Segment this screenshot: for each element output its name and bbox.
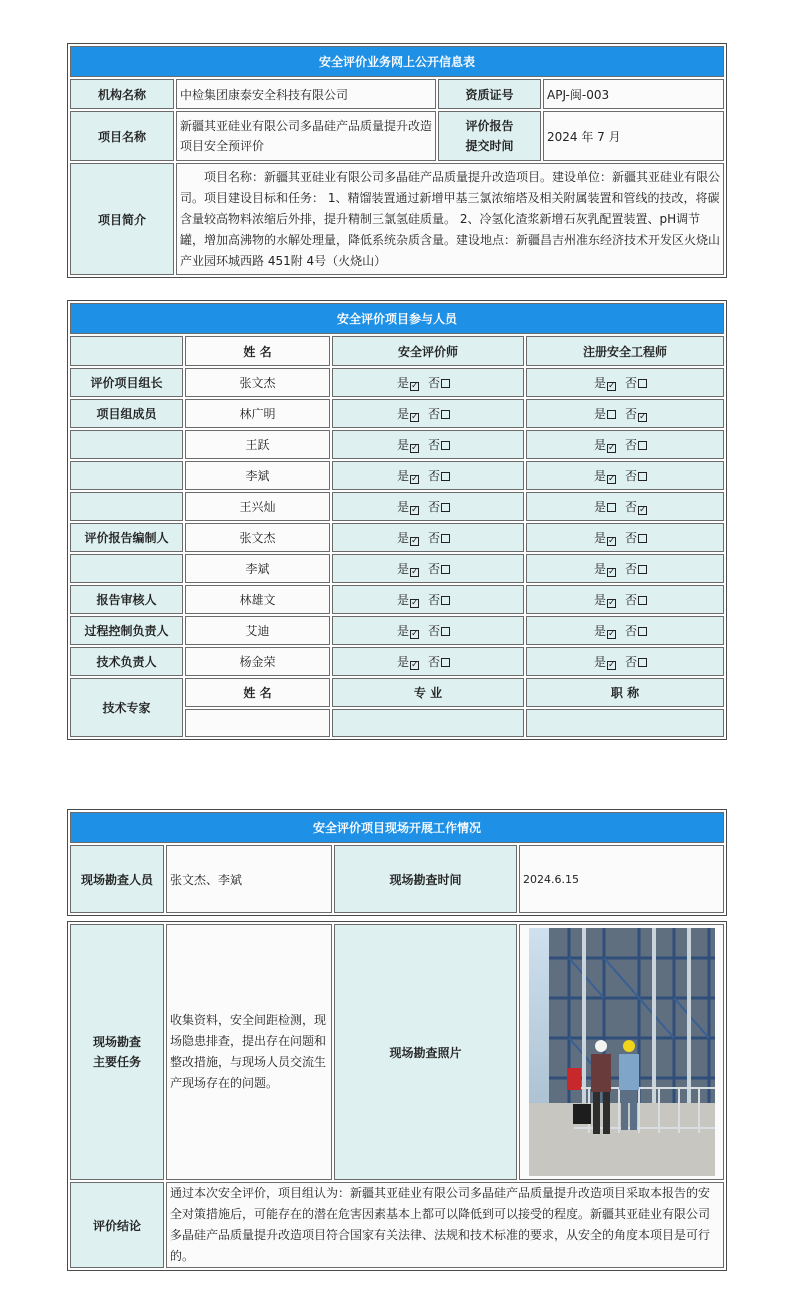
checked-box-icon: ✓ (411, 474, 419, 484)
report-date-label-line1: 评价报告 (465, 119, 514, 133)
checked-box-icon: ✓ (608, 660, 616, 670)
checked-box-icon: ✓ (608, 629, 616, 639)
unchecked-box-icon (441, 503, 450, 512)
staff-header-row (70, 336, 724, 366)
check-label-no: 否 (625, 438, 638, 452)
org-value: 中检集团康泰安全科技有限公司 (176, 79, 436, 109)
check-label-no: 否 (625, 407, 638, 421)
checked-box-icon: ✓ (608, 598, 616, 608)
report-date-value: 2024 年 7 月 (543, 111, 724, 161)
conclusion-value: 通过本次安全评价，项目组认为：新疆其亚硅业有限公司多晶硅产品质量提升改造项目采取本报告的安全对策措施后，可能存在的潜在危害因素基本上都可以降低到可以接受的程度。新疆其亚硅业有限公司多晶硅产品质量提升改造项目符合国家有关法律、法规和技术标准的要求，从安全的角度本项目是可行的。 (166, 1182, 724, 1268)
checked-box-icon: ✓ (411, 505, 419, 515)
check-label-yes: 是 (593, 438, 606, 452)
staff-name: 艾迪 (185, 616, 330, 645)
unchecked-box-icon (441, 441, 450, 450)
staff-table (67, 300, 727, 740)
staff-evaluator-check (332, 430, 524, 459)
staff-row (70, 492, 724, 521)
survey-people-value: 张文杰、李斌 (166, 845, 332, 913)
photo-label: 现场勘查照片 (334, 924, 517, 1180)
staff-row (70, 399, 724, 428)
check-label-no: 否 (428, 655, 441, 669)
site-photo (529, 928, 715, 1176)
staff-evaluator-check (332, 461, 524, 490)
expert-header-major: 专 业 (332, 678, 524, 707)
staff-name: 李斌 (185, 461, 330, 490)
unchecked-box-icon (441, 596, 450, 605)
unchecked-box-icon (607, 503, 616, 512)
site-detail-table (67, 921, 727, 1271)
checked-box-icon: ✓ (608, 443, 616, 453)
check-label-yes: 是 (593, 593, 606, 607)
unchecked-box-icon (638, 565, 647, 574)
check-label-no: 否 (428, 469, 441, 483)
staff-header-evaluator: 安全评价师 (332, 336, 524, 366)
site-table-title: 安全评价项目现场开展工作情况 (70, 812, 724, 843)
photo-cell (519, 924, 724, 1180)
staff-engineer-check (526, 616, 724, 645)
unchecked-box-icon (638, 658, 647, 667)
staff-evaluator-check (332, 616, 524, 645)
check-label-yes: 是 (396, 438, 409, 452)
staff-role (70, 554, 183, 583)
survey-time-value: 2024.6.15 (519, 845, 724, 913)
unchecked-box-icon (638, 534, 647, 543)
staff-row (70, 523, 724, 552)
unchecked-box-icon (638, 379, 647, 388)
staff-engineer-check (526, 554, 724, 583)
check-label-yes: 是 (396, 500, 409, 514)
check-label-yes: 是 (593, 376, 606, 390)
staff-evaluator-check (332, 585, 524, 614)
survey-people-label: 现场勘查人员 (70, 845, 164, 913)
check-label-no: 否 (625, 376, 638, 390)
check-label-yes: 是 (593, 407, 606, 421)
report-date-label-line2: 提交时间 (465, 139, 514, 153)
check-label-yes: 是 (396, 407, 409, 421)
staff-role: 技术负责人 (70, 647, 183, 676)
expert-major-cell (332, 709, 524, 737)
staff-evaluator-check (332, 399, 524, 428)
intro-value: 项目名称：新疆其亚硅业有限公司多晶硅产品质量提升改造项目。建设单位：新疆其亚硅业有限公司。项目建设目标和任务： 1、精馏装置通过新增甲基三氯浓缩塔及相关附属装置和管线的技改，将碳含量较高物料浓缩后外排，提升精制三氯氢硅质量。 2、冷氢化渣浆新增石灰乳配置装置、pH调节罐，增加高沸物的水解处理量，降低系统杂质含量。建设地点：新疆昌吉州准东经济技术开发区火烧山产业园环城西路 451附 4号（火烧山） (176, 163, 724, 275)
staff-row (70, 647, 724, 676)
checked-box-icon: ✓ (411, 536, 419, 546)
check-label-no: 否 (625, 593, 638, 607)
staff-evaluator-check (332, 647, 524, 676)
staff-row (70, 554, 724, 583)
check-label-yes: 是 (593, 500, 606, 514)
staff-row (70, 461, 724, 490)
check-label-no: 否 (625, 500, 638, 514)
conclusion-label: 评价结论 (70, 1182, 164, 1268)
staff-engineer-check (526, 523, 724, 552)
staff-name: 林广明 (185, 399, 330, 428)
staff-name: 张文杰 (185, 523, 330, 552)
staff-role (70, 461, 183, 490)
cert-value: APJ-闽-003 (543, 79, 724, 109)
report-date-label (438, 111, 541, 161)
check-label-yes: 是 (396, 469, 409, 483)
check-label-yes: 是 (593, 655, 606, 669)
check-label-yes: 是 (396, 593, 409, 607)
intro-label: 项目简介 (70, 163, 174, 275)
check-label-no: 否 (625, 562, 638, 576)
check-label-no: 否 (428, 593, 441, 607)
staff-engineer-check (526, 647, 724, 676)
check-label-yes: 是 (593, 469, 606, 483)
expert-label: 技术专家 (70, 678, 183, 737)
staff-engineer-check (526, 399, 724, 428)
expert-header-title: 职 称 (526, 678, 724, 707)
staff-evaluator-check (332, 492, 524, 521)
check-label-yes: 是 (593, 562, 606, 576)
check-label-yes: 是 (396, 562, 409, 576)
check-label-yes: 是 (396, 655, 409, 669)
unchecked-box-icon (638, 596, 647, 605)
check-label-no: 否 (625, 469, 638, 483)
check-label-yes: 是 (396, 624, 409, 638)
info-table-title: 安全评价业务网上公开信息表 (70, 46, 724, 77)
checked-box-icon: ✓ (608, 567, 616, 577)
check-label-yes: 是 (396, 376, 409, 390)
staff-header-role (70, 336, 183, 366)
staff-role (70, 430, 183, 459)
check-label-no: 否 (428, 531, 441, 545)
expert-name-cell (185, 709, 330, 737)
unchecked-box-icon (441, 627, 450, 636)
checked-box-icon: ✓ (411, 381, 419, 391)
check-label-no: 否 (428, 376, 441, 390)
checked-box-icon: ✓ (639, 412, 647, 422)
staff-engineer-check (526, 585, 724, 614)
unchecked-box-icon (441, 410, 450, 419)
check-label-no: 否 (625, 531, 638, 545)
check-label-no: 否 (428, 624, 441, 638)
check-label-no: 否 (428, 562, 441, 576)
staff-role: 过程控制负责人 (70, 616, 183, 645)
unchecked-box-icon (441, 565, 450, 574)
unchecked-box-icon (638, 441, 647, 450)
checked-box-icon: ✓ (639, 505, 647, 515)
cert-label: 资质证号 (438, 79, 541, 109)
staff-row (70, 585, 724, 614)
staff-header-engineer: 注册安全工程师 (526, 336, 724, 366)
unchecked-box-icon (441, 534, 450, 543)
staff-rows (70, 368, 724, 676)
staff-evaluator-check (332, 368, 524, 397)
tasks-label-line1: 现场勘查 (92, 1035, 141, 1049)
staff-role: 报告审核人 (70, 585, 183, 614)
staff-row (70, 430, 724, 459)
org-label: 机构名称 (70, 79, 174, 109)
check-label-no: 否 (625, 655, 638, 669)
staff-row (70, 616, 724, 645)
staff-name: 李斌 (185, 554, 330, 583)
checked-box-icon: ✓ (411, 443, 419, 453)
checked-box-icon: ✓ (608, 381, 616, 391)
staff-name: 张文杰 (185, 368, 330, 397)
checked-box-icon: ✓ (411, 598, 419, 608)
site-table (67, 809, 727, 916)
unchecked-box-icon (638, 627, 647, 636)
check-label-no: 否 (428, 438, 441, 452)
unchecked-box-icon (607, 410, 616, 419)
checked-box-icon: ✓ (608, 536, 616, 546)
check-label-no: 否 (428, 407, 441, 421)
check-label-yes: 是 (593, 531, 606, 545)
staff-engineer-check (526, 430, 724, 459)
unchecked-box-icon (441, 472, 450, 481)
checked-box-icon: ✓ (411, 567, 419, 577)
expert-title-cell (526, 709, 724, 737)
staff-evaluator-check (332, 523, 524, 552)
staff-name: 林雄文 (185, 585, 330, 614)
info-table (67, 43, 727, 278)
check-label-yes: 是 (396, 531, 409, 545)
staff-evaluator-check (332, 554, 524, 583)
staff-role: 评价报告编制人 (70, 523, 183, 552)
staff-role: 项目组成员 (70, 399, 183, 428)
unchecked-box-icon (638, 472, 647, 481)
checked-box-icon: ✓ (608, 474, 616, 484)
staff-engineer-check (526, 461, 724, 490)
tasks-value: 收集资料，安全间距检测，现场隐患排查，提出存在问题和整改措施，与现场人员交流生产现场存在的问题。 (166, 924, 332, 1180)
check-label-no: 否 (428, 500, 441, 514)
staff-role (70, 492, 183, 521)
tasks-label (70, 924, 164, 1180)
staff-table-title: 安全评价项目参与人员 (70, 303, 724, 334)
staff-row (70, 368, 724, 397)
checked-box-icon: ✓ (411, 629, 419, 639)
staff-name: 杨金荣 (185, 647, 330, 676)
unchecked-box-icon (441, 658, 450, 667)
check-label-yes: 是 (593, 624, 606, 638)
check-label-no: 否 (625, 624, 638, 638)
staff-role: 评价项目组长 (70, 368, 183, 397)
project-value: 新疆其亚硅业有限公司多晶硅产品质量提升改造项目安全预评价 (176, 111, 436, 161)
checked-box-icon: ✓ (411, 412, 419, 422)
staff-engineer-check (526, 492, 724, 521)
survey-time-label: 现场勘查时间 (334, 845, 517, 913)
project-label: 项目名称 (70, 111, 174, 161)
checked-box-icon: ✓ (411, 660, 419, 670)
staff-header-name: 姓 名 (185, 336, 330, 366)
staff-name: 王兴灿 (185, 492, 330, 521)
staff-engineer-check (526, 368, 724, 397)
unchecked-box-icon (441, 379, 450, 388)
tasks-label-line2: 主要任务 (92, 1055, 141, 1069)
staff-name: 王跃 (185, 430, 330, 459)
expert-header-name: 姓 名 (185, 678, 330, 707)
